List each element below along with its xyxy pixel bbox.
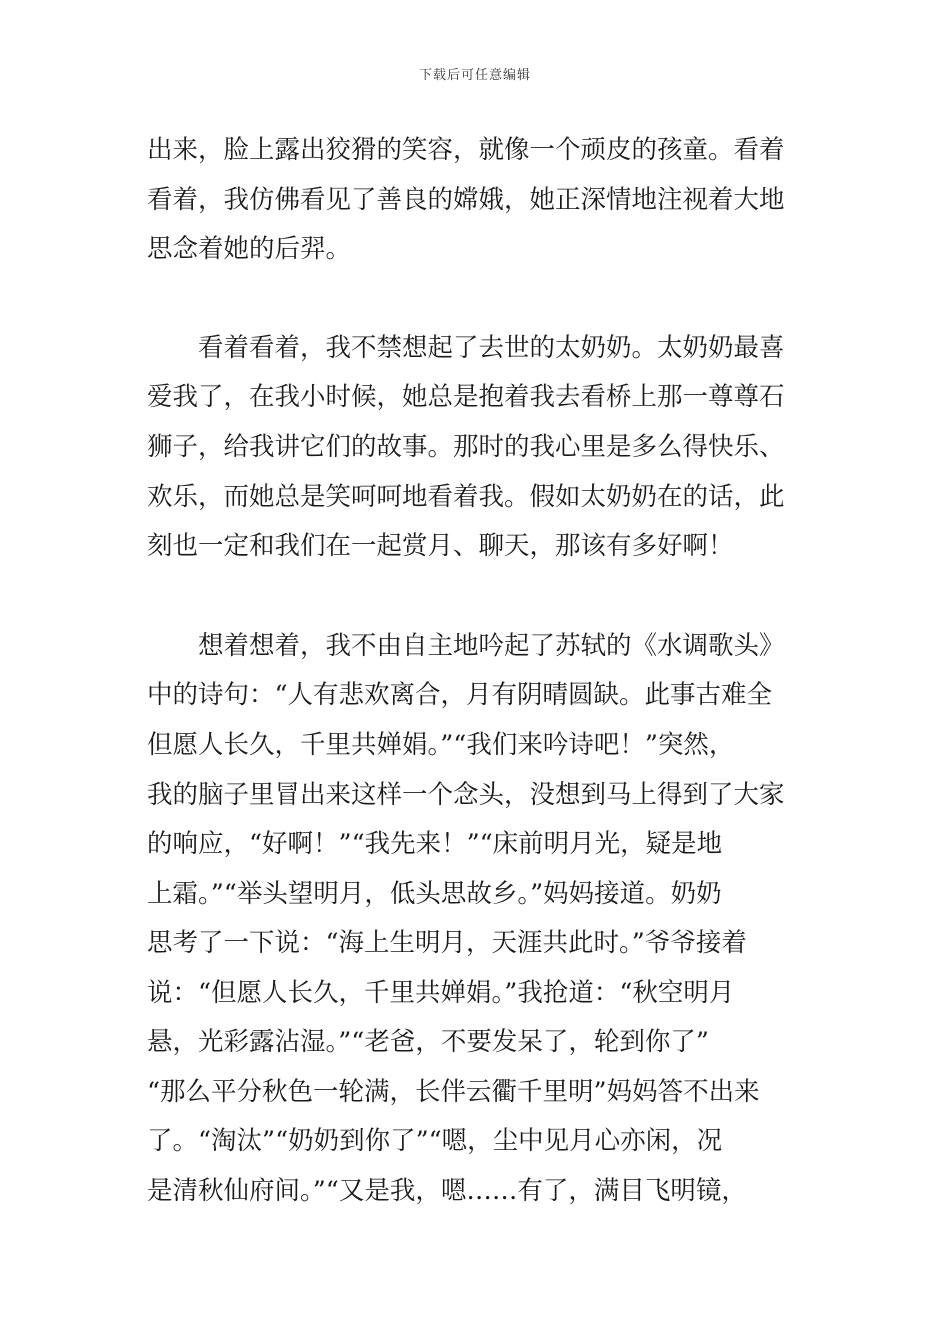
text-line: 爱我了，在我小时候，她总是抱着我去看桥上那一尊尊石 [147,382,785,412]
header-note: 下载后可任意编辑 [418,68,531,83]
text-line: 的响应，“好啊！”“我先来！”“床前明月光，疑是地 [147,829,723,859]
text-line: 我的脑子里冒出来这样一个念头，没想到马上得到了大家 [147,780,785,810]
text-line: 出来，脸上露出狡猾的笑容，就像一个顽皮的孩童。看着 [147,135,785,165]
text-line: 上霜。”“举头望明月，低头思故乡。”妈妈接道。奶奶 [147,879,722,909]
text-line: 看着，我仿佛看见了善良的嫦娥，她正深情地注视着大地 [147,185,785,215]
text-line: 是清秋仙府间。”“又是我，嗯……有了，满目飞明镜， [147,1176,747,1206]
text-line: 思念着她的后羿。 [147,234,352,264]
text-line: 看着看着，我不禁想起了去世的太奶奶。太奶奶最喜 [147,333,785,363]
text-line: 狮子，给我讲它们的故事。那时的我心里是多么得快乐、 [147,432,785,462]
text-line: 了。“淘汰”“奶奶到你了”“嗯，尘中见月心亦闲，况 [147,1126,723,1156]
text-line: 欢乐，而她总是笑呵呵地看着我。假如太奶奶在的话，此 [147,482,785,512]
text-line: 思考了一下说：“海上生明月，天涯共此时。”爷爷接着 [147,928,747,958]
text-line: 想着想着，我不由自主地吟起了苏轼的《水调歌头》 [147,631,785,661]
text-line: 悬，光彩露沾湿。”“老爸，不要发呆了，轮到你了” [147,1027,709,1057]
text-line: “那么平分秋色一轮满，长伴云衢千里明”妈妈答不出来 [147,1077,760,1107]
text-line: 刻也一定和我们在一起赏月、聊天，那该有多好啊！ [147,531,734,561]
text-line: 说：“但愿人长久，千里共婵娟。”我抢道：“秋空明月 [147,978,735,1008]
text-line: 但愿人长久，千里共婵娟。”“我们来吟诗吧！”突然， [147,730,735,760]
text-line: 中的诗句：“人有悲欢离合，月有阴晴圆缺。此事古难全 [147,680,773,710]
